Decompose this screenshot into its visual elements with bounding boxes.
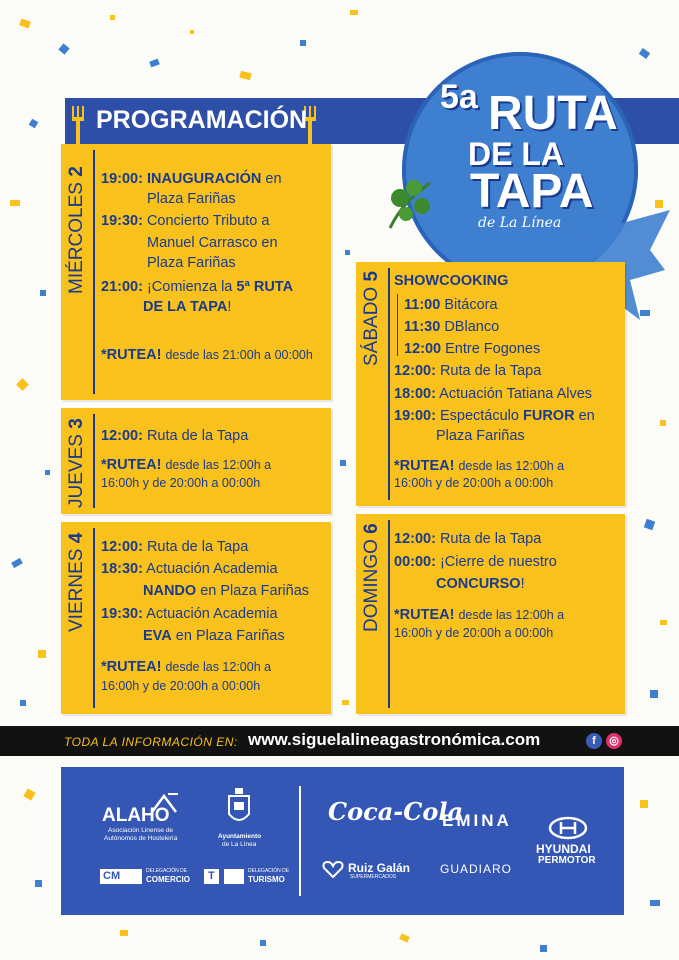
sponsors-divider — [299, 786, 301, 896]
delegacion-label: DELEGACIÓN DE — [146, 868, 188, 874]
cocacola-logo: Coca-Cola — [328, 797, 464, 826]
rutea-text: 16:00h y de 20:00h a 00:00h — [101, 679, 261, 693]
event-wed-3: 21:00: ¡Comienza la 5ª RUTA — [101, 279, 294, 295]
alaho-logo: ALAHO — [102, 805, 170, 826]
event-sun-2: 00:00: ¡Cierre de nuestro — [394, 554, 557, 570]
day-label-friday: VIERNES 4 — [66, 532, 87, 632]
event-fri-3: 19:30: Actuación Academia — [101, 606, 278, 622]
instagram-icon[interactable]: ◎ — [606, 733, 622, 749]
logo-edition: 5a — [440, 78, 478, 116]
t-badge: T — [204, 869, 219, 884]
rutea-text: 16:00h y de 20:00h a 00:00h — [101, 476, 261, 490]
ayuntamiento-label: Ayuntamiento — [218, 833, 262, 840]
comercio-label: COMERCIO — [146, 875, 190, 884]
ruizgalan-heart-icon — [322, 860, 344, 878]
day-label-wednesday: MIÉRCOLES 2 — [66, 166, 87, 294]
event-fri-2: 18:30: Actuación Academia — [101, 561, 278, 577]
programacion-title: PROGRAMACIÓN — [96, 106, 308, 134]
fork-icon — [72, 106, 84, 146]
event-fri-1: 12:00: Ruta de la Tapa — [101, 539, 249, 555]
event-text: NANDO en Plaza Fariñas — [143, 583, 310, 599]
facebook-icon[interactable]: f — [586, 733, 602, 749]
event-wed-2: 19:30: Concierto Tributo a — [101, 213, 270, 229]
rutea-sat: *RUTEA! desde las 12:00h a — [394, 458, 565, 474]
hyundai-logo: HYUNDAI — [536, 842, 591, 856]
rutea-text: 16:00h y de 20:00h a 00:00h — [394, 626, 554, 640]
day-label-thursday: JUEVES 3 — [66, 418, 87, 508]
comercio-icon — [122, 869, 142, 884]
showcooking-bracket — [397, 294, 398, 356]
panel-divider — [93, 528, 95, 708]
ruizgalan-subtitle: SUPERMERCADOS — [350, 874, 397, 880]
event-sat-3: 19:00: Espectáculo FUROR en — [394, 408, 595, 424]
info-label: TODA LA INFORMACIÓN EN: — [64, 735, 238, 749]
rutea-text: 16:00h y de 20:00h a 00:00h — [394, 476, 554, 490]
showcooking-1: 11:00 Bitácora — [404, 297, 498, 313]
day-label-saturday: SÁBADO 5 — [361, 270, 382, 366]
event-text: Manuel Carrasco en — [147, 235, 278, 251]
event-sun-1: 12:00: Ruta de la Tapa — [394, 531, 542, 547]
rutea-fri: *RUTEA! desde las 12:00h a — [101, 659, 272, 675]
guadiaro-logo: GUADIARO — [440, 862, 513, 876]
parsley-icon — [380, 168, 450, 238]
day-label-sunday: DOMINGO 6 — [361, 523, 382, 632]
turismo-icon — [224, 869, 244, 884]
showcooking-2: 11:30 DBlanco — [404, 319, 500, 335]
event-text: CONCURSO! — [436, 576, 525, 592]
rutea-thu: *RUTEA! desde las 12:00h a — [101, 457, 272, 473]
ayuntamiento-label: de La Línea — [222, 841, 257, 848]
cm-badge: CM — [100, 869, 123, 884]
ruizgalan-logo: Ruiz Galán — [348, 861, 411, 875]
event-sat-2: 18:00: Actuación Tatiana Alves — [394, 386, 593, 402]
showcooking-3: 12:00 Entre Fogones — [404, 341, 541, 357]
logo-ruta: RUTA — [488, 87, 618, 140]
panel-divider — [388, 268, 390, 500]
delegacion-label: DELEGACIÓN DE — [248, 868, 290, 874]
event-sat-1: 12:00: Ruta de la Tapa — [394, 363, 542, 379]
event-text: DE LA TAPA! — [143, 299, 232, 315]
event-text: Plaza Fariñas — [147, 255, 236, 271]
logo-de-la: DE LA — [468, 136, 564, 172]
rutea-sun: *RUTEA! desde las 12:00h a — [394, 607, 565, 623]
event-thu-1: 12:00: Ruta de la Tapa — [101, 428, 249, 444]
alaho-subtitle: Asociación Linense de — [108, 827, 174, 834]
website-link[interactable]: www.siguelalineagastronómica.com — [248, 730, 541, 749]
event-wed-1: 19:00: INAUGURACIÓN en — [101, 171, 282, 187]
alaho-mark-icon — [150, 792, 180, 814]
panel-divider — [388, 520, 390, 708]
permotor-logo: PERMOTOR — [538, 855, 596, 866]
event-text: EVA en Plaza Fariñas — [143, 628, 285, 644]
panel-divider — [93, 414, 95, 508]
rutea-wed: *RUTEA! desde las 21:00h a 00:00h — [101, 347, 313, 363]
turismo-label: TURISMO — [248, 875, 285, 884]
hyundai-emblem-icon — [548, 816, 588, 840]
panel-divider — [93, 150, 95, 394]
logo-subtitle: de La Línea — [478, 215, 562, 231]
ayuntamiento-shield-icon — [226, 788, 252, 826]
event-text: Plaza Fariñas — [436, 428, 525, 444]
showcooking-title: SHOWCOOKING — [394, 273, 509, 289]
logo-tapa: TAPA — [470, 165, 594, 218]
emina-logo: EMINA — [442, 811, 512, 830]
alaho-subtitle: Autónomos de Hostelería — [104, 835, 178, 842]
event-text: Plaza Fariñas — [147, 191, 236, 207]
